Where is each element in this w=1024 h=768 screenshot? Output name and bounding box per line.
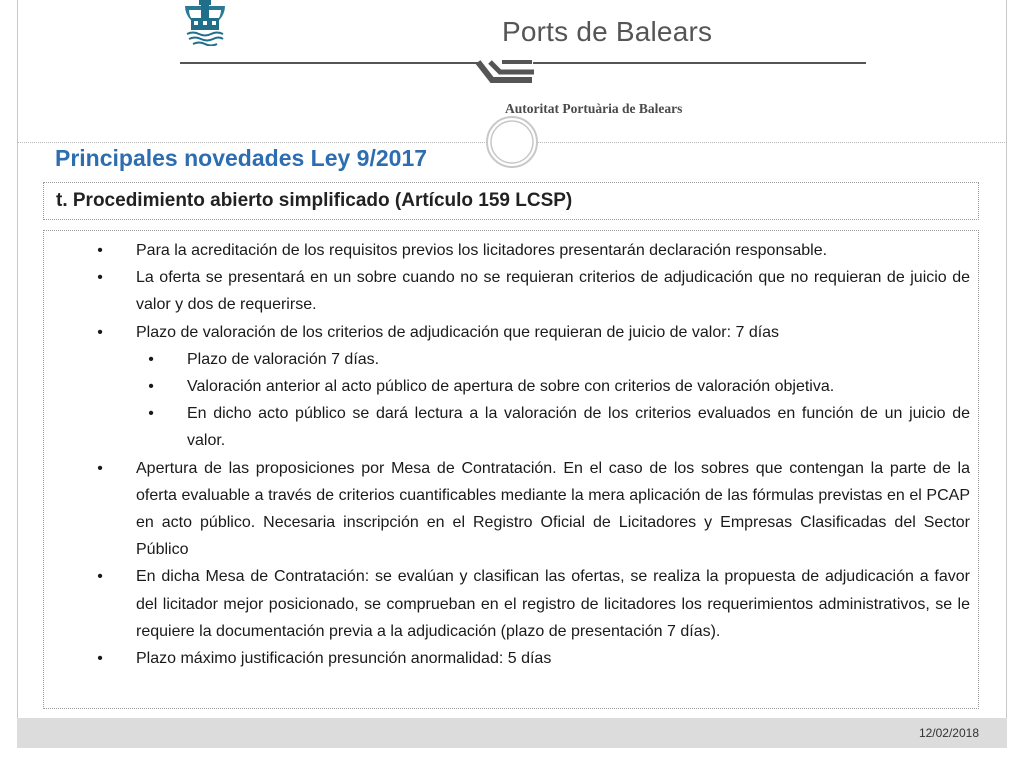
footer-bar — [17, 718, 1007, 748]
footer-date: 12/02/2018 — [918, 726, 979, 740]
bullet-icon: • — [148, 405, 154, 423]
bullet-text: Valoración anterior al acto público de apertura de sobre con criterios de valoración objetiva. — [187, 378, 835, 396]
bullet-text: En dicho acto público se dará lectura a la valoración de los criterios evaluados en función de un juicio de valor. — [187, 405, 970, 450]
bullet-icon: • — [97, 323, 103, 341]
bullet-text: Para la acreditación de los requisitos previos los licitadores presentarán declaración responsable. — [136, 242, 828, 259]
sub-bullet-item — [148, 346, 970, 373]
sub-bullet-item — [148, 373, 970, 400]
slide-frame-right — [1006, 0, 1007, 718]
slide-title: Principales novedades Ley 9/2017 — [55, 145, 428, 171]
bullet-item — [97, 319, 970, 346]
header-rule-left — [180, 62, 480, 64]
section-heading: t. Procedimiento abierto simplificado (Artículo 159 LCSP) — [56, 190, 573, 211]
bullet-icon: • — [148, 350, 154, 368]
org-name: Ports de Balears — [502, 16, 713, 47]
bullet-item — [97, 264, 970, 318]
bullet-list — [44, 231, 978, 672]
bullet-text: La oferta se presentará en un sobre cuando no se requieran criterios de adjudicación que no requieran de juicio de valor y dos de requerirse. — [136, 269, 970, 314]
bullet-icon: • — [148, 378, 154, 396]
bullet-icon: • — [97, 242, 103, 259]
bullet-item — [97, 645, 970, 672]
sub-bullet-item — [148, 400, 970, 454]
bullet-text: En dicha Mesa de Contratación: se evalúan y clasifican las ofertas, se realiza la propuesta de adjudicación a favor del licitador mejor posicionado, se comprueban en el registro de licitadores los requerimientos administrativos, se le requiere la documentación previa a la adjudicación (plazo de presentación 7 días). — [136, 568, 970, 640]
bullet-icon: • — [97, 459, 103, 477]
bullet-icon: • — [97, 269, 103, 287]
bullet-icon: • — [97, 568, 103, 586]
bullet-icon: • — [97, 650, 103, 668]
bullet-text: Plazo de valoración 7 días. — [187, 350, 380, 368]
section-heading-box — [43, 182, 979, 220]
bullet-text: Apertura de las proposiciones por Mesa de Contratación. En el caso de los sobres que contengan la parte de la oferta evaluable a través de criterios cuantificables mediante la mera aplicación de las fórmulas previstas en el PCAP en acto público. Necesaria inscripción en el Registro Oficial de Licitadores y Empresas Clasificadas del Sector Público — [136, 459, 970, 559]
bullet-text: Plazo de valoración de los criterios de adjudicación que requieran de juicio de valor: 7 días — [136, 323, 780, 341]
bullet-text: Plazo máximo justificación presunción anormalidad: 5 días — [136, 650, 552, 668]
org-subtitle: Autoritat Portuària de Balears — [505, 101, 683, 116]
lighthouse-emblem-icon — [181, 0, 229, 46]
slide-frame-left — [17, 0, 18, 718]
content-box — [43, 230, 979, 709]
circle-ornament-icon — [485, 115, 539, 169]
bullet-item — [97, 237, 970, 264]
bullet-item — [97, 455, 970, 564]
waves-logo-icon — [470, 58, 540, 88]
bullet-item — [97, 563, 970, 645]
header-rule-right — [533, 62, 866, 64]
